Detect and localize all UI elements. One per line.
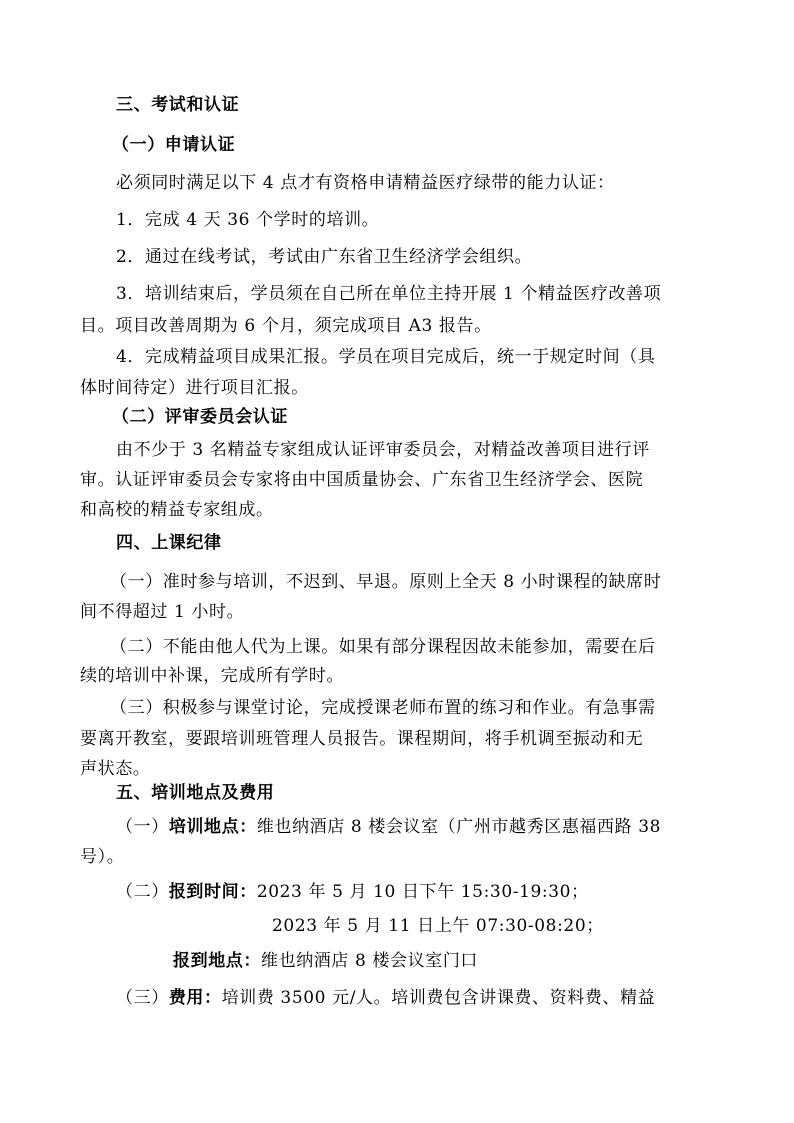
- requirement-4-line-2: 体时间待定）进行项目汇报。: [80, 378, 309, 398]
- rule-1-line-2: 间不得超过 1 小时。: [80, 602, 245, 622]
- checkin-place: 维也纳酒店 8 楼会议室门口: [261, 951, 479, 971]
- location-text: 维也纳酒店 8 楼会议室（广州市越秀区惠福西路 38: [256, 817, 662, 837]
- rule-2-line-2: 续的培训中补课，完成所有学时。: [80, 666, 344, 686]
- requirement-3-line-1: 3．培训结束后，学员须在自己所在单位主持开展 1 个精益医疗改善项: [116, 284, 662, 304]
- section-3-1-intro: 必须同时满足以下 4 点才有资格申请精益医疗绿带的能力认证：: [116, 173, 615, 193]
- committee-line-2: 审。认证评审委员会专家将由中国质量协会、广东省卫生经济学会、医院: [80, 470, 644, 490]
- committee-line-3: 和高校的精益专家组成。: [80, 500, 274, 520]
- fee-text: 培训费 3500 元/人。培训费包含讲课费、资料费、精益: [221, 988, 656, 1008]
- checkin-time-line-1: [116, 881, 589, 903]
- section-5-heading: 五、培训地点及费用: [116, 783, 275, 803]
- requirement-3-line-2: 目。项目改善周期为 6 个月，须完成项目 A3 报告。: [80, 316, 492, 336]
- fee-line: [116, 987, 655, 1009]
- requirement-1: 1．完成 4 天 36 个学时的培训。: [116, 210, 380, 230]
- requirement-4-line-1: 4．完成精益项目成果汇报。学员在项目完成后，统一于规定时间（具: [116, 347, 656, 367]
- rule-3-line-3: 声状态。: [80, 759, 151, 779]
- rule-1-line-1: （一）准时参与培训，不迟到、早退。原则上全天 8 小时课程的缺席时: [110, 572, 662, 592]
- rule-3-line-2: 要离开教室，要跟培训班管理人员报告。课程期间，将手机调至振动和无: [80, 729, 644, 749]
- rule-2-line-1: （二）不能由他人代为上课。如果有部分课程因故未能参加，需要在后: [110, 637, 656, 657]
- fee-prefix: （三）: [116, 988, 169, 1008]
- section-3-2-heading: （二）评审委员会认证: [112, 407, 288, 427]
- location-label: 培训地点：: [168, 817, 257, 837]
- section-4-heading: 四、上课纪律: [116, 533, 222, 553]
- checkin-time-1: 2023 年 5 月 10 日下午 15:30-19:30；: [256, 882, 589, 902]
- section-3-heading: 三、考试和认证: [116, 95, 240, 115]
- fee-label: 费用：: [168, 988, 222, 1008]
- location-line-1: [116, 816, 661, 838]
- checkin-place-line: [173, 950, 478, 972]
- location-line-2: 号）。: [80, 847, 125, 867]
- checkin-time-label: 报到时间：: [168, 882, 257, 902]
- checkin-time-2: 2023 年 5 月 11 日上午 07:30-08:20；: [272, 916, 604, 936]
- section-3-1-heading: （一）申请认证: [112, 135, 236, 155]
- checkin-time-prefix: （二）: [116, 882, 169, 902]
- requirement-2: 2．通过在线考试，考试由广东省卫生经济学会组织。: [116, 247, 533, 267]
- location-prefix: （一）: [116, 817, 169, 837]
- checkin-place-label: 报到地点：: [173, 951, 261, 971]
- committee-line-1: 由不少于 3 名精益专家组成认证评审委员会，对精益改善项目进行评: [116, 440, 650, 460]
- rule-3-line-1: （三）积极参与课堂讨论，完成授课老师布置的练习和作业。有急事需: [110, 698, 656, 718]
